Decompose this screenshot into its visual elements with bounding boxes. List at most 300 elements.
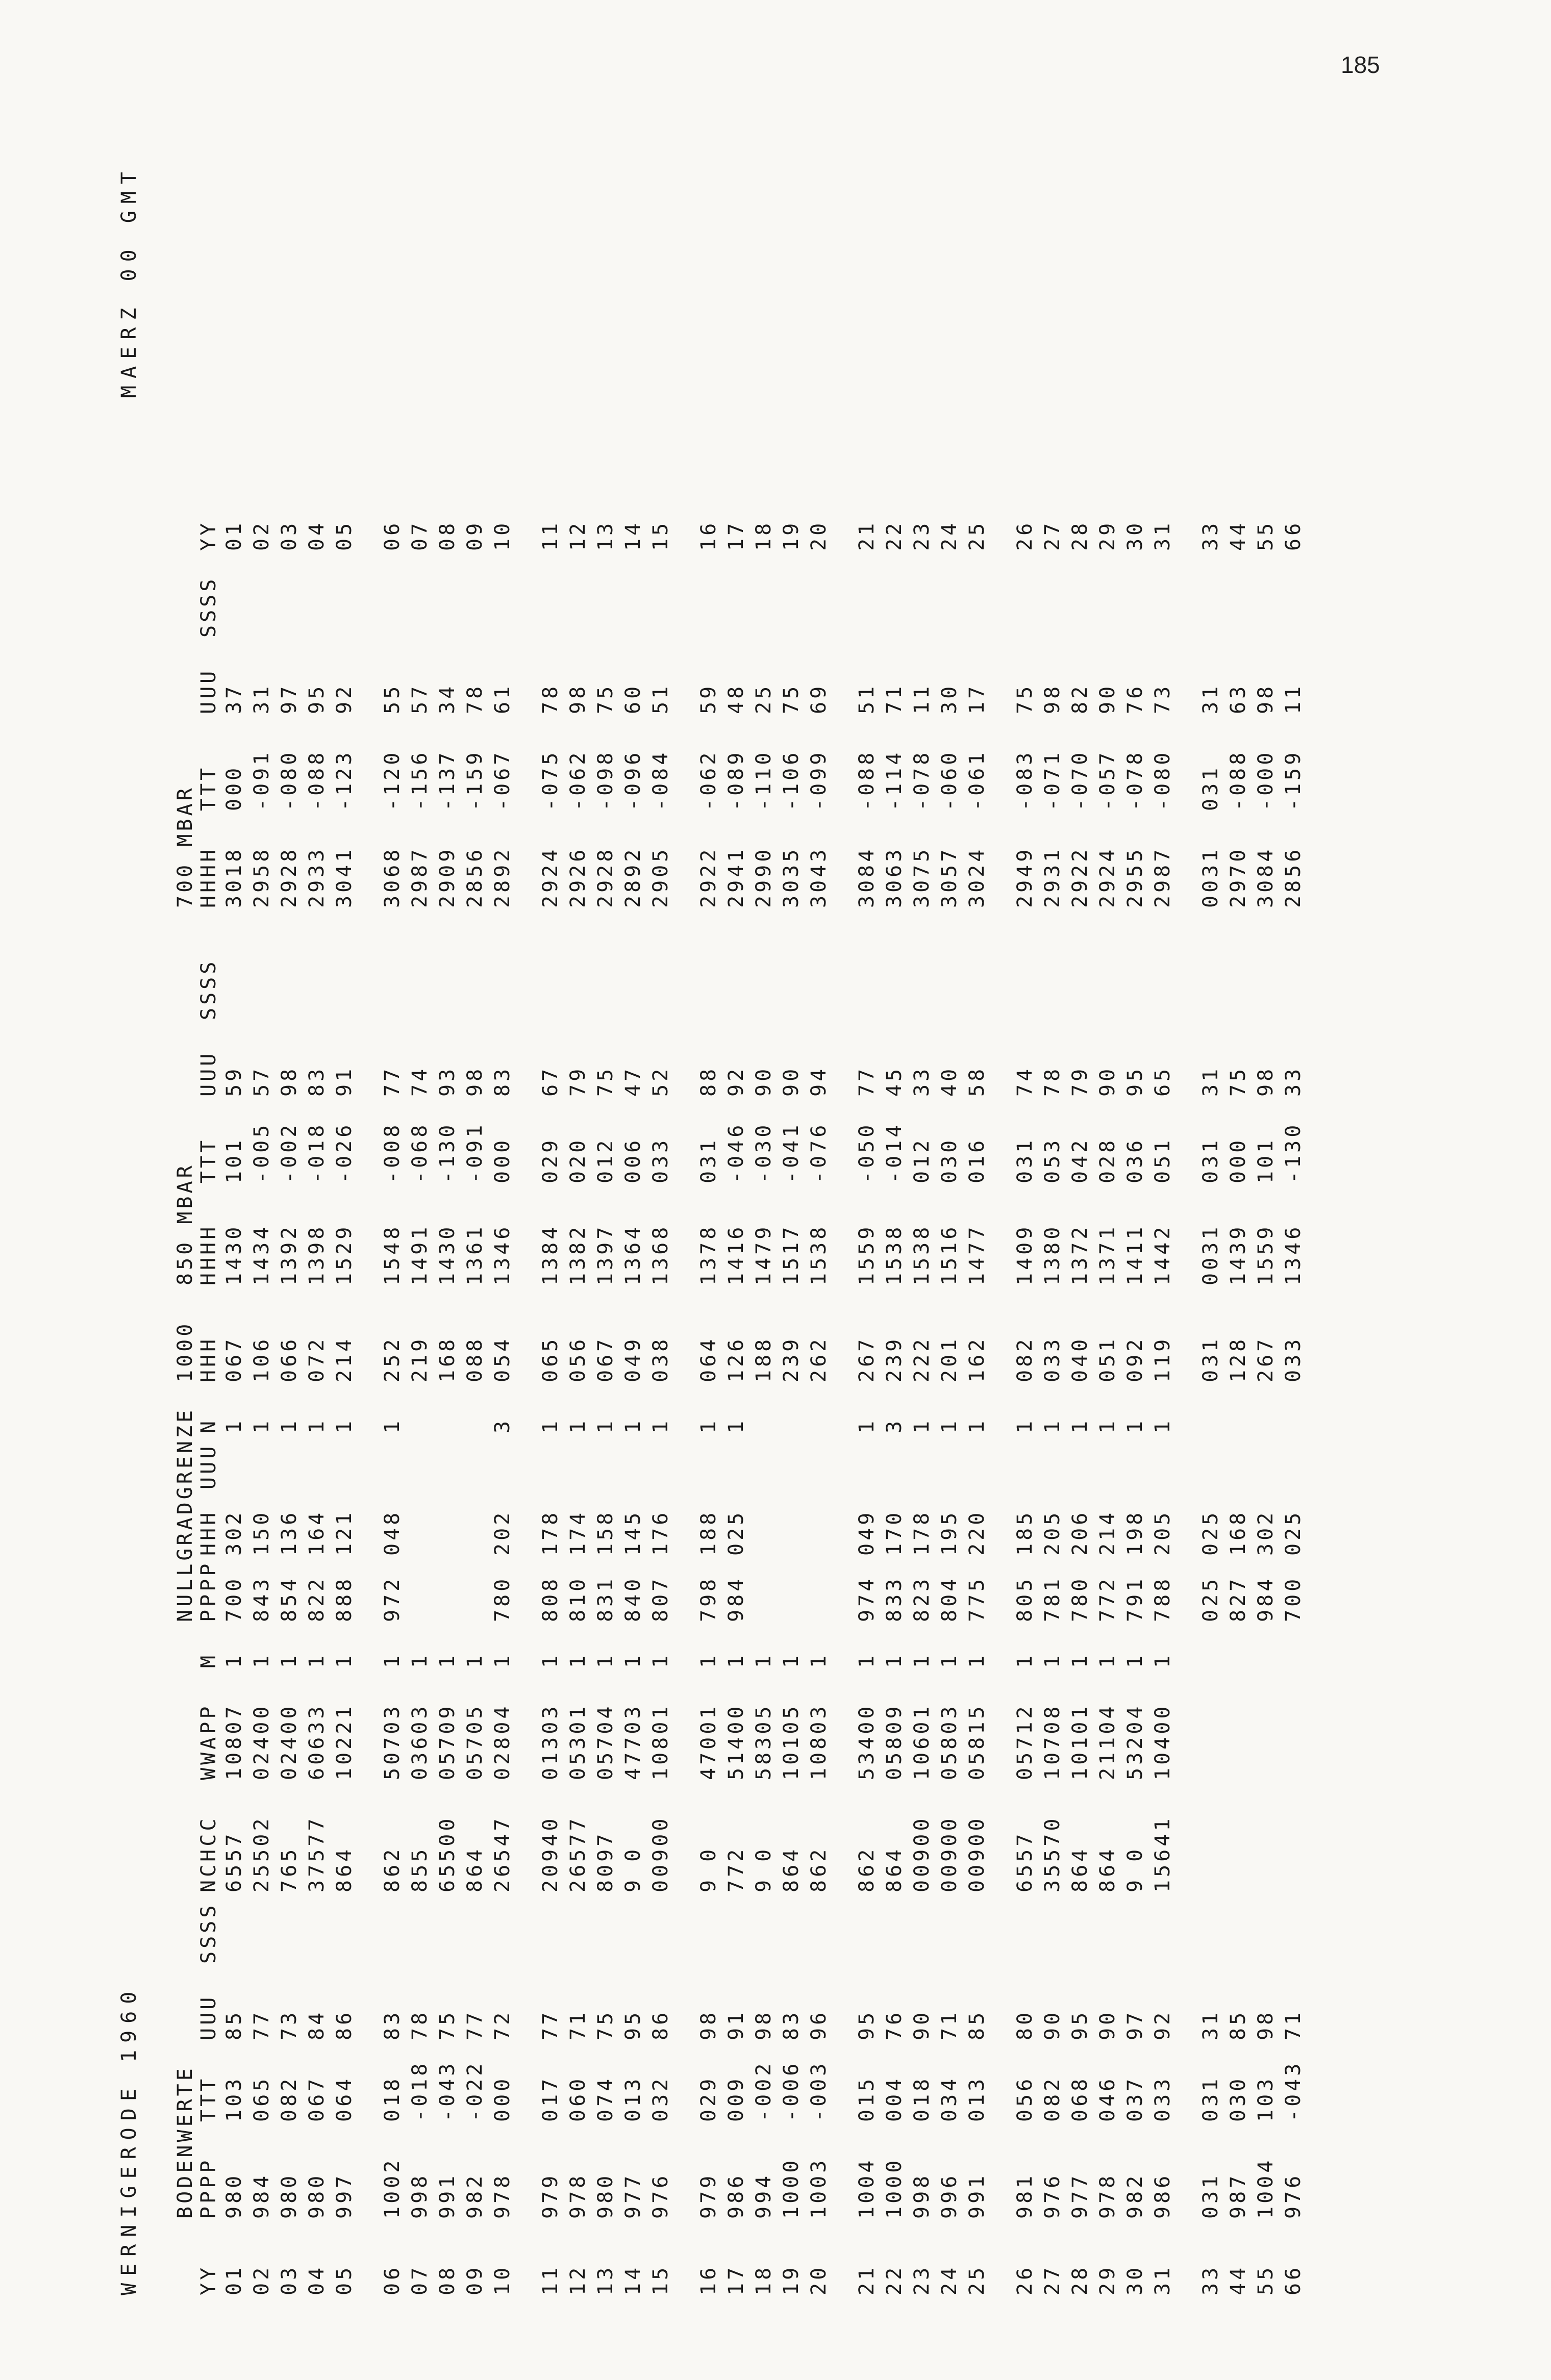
table-cell: 040: [1068, 1336, 1092, 1382]
table-cell: [695, 908, 722, 1020]
table-cell: 074: [594, 2075, 617, 2122]
table-cell: [750, 908, 778, 1020]
table-cell: [750, 1892, 778, 1964]
table-cell: 031: [1199, 2075, 1222, 2122]
table-cell: 47703: [621, 1703, 645, 1780]
table-cell: 810: [566, 1576, 590, 1622]
table-cell: 1479: [752, 1224, 776, 1285]
table-cell: 75: [436, 2009, 459, 2040]
table-cell: [276, 1892, 303, 1964]
table-cell: [1280, 1892, 1307, 1964]
table-cell: [1224, 1780, 1252, 1892]
table-cell: 162: [965, 1336, 989, 1382]
col-wwapp: WWAPP: [197, 1703, 220, 1780]
col-1000-hhh: HHH: [197, 1336, 220, 1382]
table-cell: 2987: [1151, 846, 1174, 908]
table-cell: 072: [305, 1336, 329, 1382]
table-cell: 1: [539, 1417, 562, 1433]
table-cell: 252: [381, 1336, 404, 1382]
table-cell: [1011, 1433, 1039, 1489]
table-cell: [406, 551, 434, 638]
table-cell: -156: [408, 749, 432, 811]
table-cell: 12: [566, 2264, 590, 2295]
table-cell: 90: [910, 2009, 934, 2040]
table-cell: 222: [910, 1336, 934, 1382]
table-cell: 74: [408, 1066, 432, 1097]
table-cell: 78: [539, 683, 562, 714]
table-cell: 1: [649, 1652, 672, 1668]
table-cell: 2924: [1096, 846, 1119, 908]
table-cell: 067: [305, 2075, 329, 2122]
table-cell: 1430: [222, 1224, 246, 1285]
table-cell: 30: [1123, 2264, 1147, 2295]
table-cell: -018: [305, 1122, 329, 1183]
table-cell: [564, 551, 592, 638]
table-cell: 11: [910, 683, 934, 714]
table-cell: [1121, 551, 1149, 638]
table-cell: 66: [1282, 2264, 1305, 2295]
table-cell: 21: [855, 520, 879, 551]
table-row: [406, 500, 434, 2295]
table-cell: 267: [1254, 1336, 1278, 1382]
table-cell: [592, 1892, 619, 1964]
table-row: [434, 500, 461, 2295]
table-cell: [1252, 551, 1280, 638]
table-cell: 1: [621, 1417, 645, 1433]
table-cell: 1: [697, 1417, 720, 1433]
table-cell: 3: [491, 1417, 514, 1433]
table-cell: 1392: [278, 1224, 301, 1285]
table-cell: 128: [1227, 1336, 1250, 1382]
table-cell: 864: [1096, 1846, 1119, 1892]
table-cell: 11: [1282, 683, 1305, 714]
table-cell: [619, 1433, 647, 1489]
table-cell: 3024: [965, 846, 989, 908]
table-cell: 96: [807, 2009, 831, 2040]
table-cell: 86: [333, 2009, 356, 2040]
table-cell: 31: [1151, 520, 1174, 551]
table-cell: 1: [724, 1417, 748, 1433]
table-cell: [379, 908, 406, 1020]
table-cell: 017: [539, 2075, 562, 2122]
table-cell: 049: [855, 1509, 879, 1556]
table-cell: 1: [855, 1417, 879, 1433]
table-cell: [1197, 1382, 1224, 1433]
table-cell: 03: [278, 520, 301, 551]
table-cell: 2990: [752, 846, 776, 908]
table-row: [331, 500, 358, 2295]
page-number: 185: [1341, 52, 1380, 78]
table-cell: [722, 1433, 750, 1489]
table-cell: 1: [539, 1652, 562, 1668]
table-cell: [881, 1892, 908, 1964]
table-cell: 205: [1041, 1509, 1064, 1556]
table-cell: [695, 1892, 722, 1964]
table-cell: [908, 908, 936, 1020]
table-cell: -043: [436, 2060, 459, 2122]
table-cell: 63: [1227, 683, 1250, 714]
table-cell: 1: [724, 1652, 748, 1668]
table-cell: 054: [491, 1336, 514, 1382]
table-cell: 980: [222, 2172, 246, 2219]
table-cell: [331, 1892, 358, 1964]
table-cell: 22: [883, 520, 906, 551]
table-cell: [722, 1892, 750, 1964]
table-cell: 1: [807, 1652, 831, 1668]
table-cell: -096: [621, 749, 645, 811]
table-cell: [881, 908, 908, 1020]
table-cell: 2926: [566, 846, 590, 908]
table-cell: 980: [305, 2172, 329, 2219]
table-cell: -046: [724, 1122, 748, 1183]
table-cell: 93: [436, 1066, 459, 1097]
table-cell: 214: [333, 1336, 356, 1382]
table-cell: [1224, 908, 1252, 1020]
table-cell: 056: [566, 1336, 590, 1382]
table-cell: [963, 1892, 991, 1964]
table-cell: 176: [649, 1509, 672, 1556]
table-cell: [853, 908, 881, 1020]
table-cell: 00900: [649, 1815, 672, 1892]
table-cell: 98: [752, 2009, 776, 2040]
table-cell: 101: [222, 1137, 246, 1183]
table-cell: [805, 1556, 833, 1622]
table-cell: 164: [305, 1509, 329, 1556]
table-cell: [908, 551, 936, 638]
table-cell: [778, 1556, 805, 1622]
table-cell: 77: [250, 2009, 273, 2040]
table-cell: 95: [1123, 1066, 1147, 1097]
col-yy: YY: [197, 2264, 220, 2295]
table-cell: -130: [436, 1122, 459, 1183]
table-cell: 45: [883, 1066, 906, 1097]
table-cell: 1439: [1227, 1224, 1250, 1285]
table-cell: [1039, 1892, 1066, 1964]
table-cell: 1: [1096, 1417, 1119, 1433]
table-cell: 33: [1282, 1066, 1305, 1097]
table-cell: 3063: [883, 846, 906, 908]
table-row: [1197, 500, 1224, 2295]
table-cell: 58305: [752, 1703, 776, 1780]
table-cell: 05803: [938, 1703, 961, 1780]
table-cell: 17: [724, 520, 748, 551]
table-cell: 00900: [938, 1815, 961, 1892]
table-cell: -006: [780, 2060, 803, 2122]
table-cell: 1: [1041, 1417, 1064, 1433]
table-cell: 1: [938, 1417, 961, 1433]
table-cell: 05705: [463, 1703, 487, 1780]
table-cell: 888: [333, 1576, 356, 1622]
table-cell: 1398: [305, 1224, 329, 1285]
table-cell: 1: [222, 1417, 246, 1433]
table-row: [1149, 500, 1177, 2295]
table-cell: [647, 551, 674, 638]
table-cell: [1224, 1622, 1252, 1668]
table-cell: [963, 908, 991, 1020]
table-cell: 08: [436, 520, 459, 551]
observation-table: [173, 500, 1307, 2295]
block-spacer: [991, 500, 1011, 2295]
table-row: [489, 500, 516, 2295]
table-cell: [592, 908, 619, 1020]
table-cell: 78: [463, 683, 487, 714]
table-cell: [1197, 1668, 1224, 1780]
table-cell: [1149, 1433, 1177, 1489]
table-cell: 2933: [305, 846, 329, 908]
table-cell: 15: [649, 2264, 672, 2295]
month-title: MAERZ 00 GMT: [117, 165, 141, 398]
table-cell: 791: [1123, 1576, 1147, 1622]
table-cell: 73: [278, 2009, 301, 2040]
table-cell: 082: [1013, 1336, 1037, 1382]
table-cell: 76: [883, 2009, 906, 2040]
table-cell: 103: [222, 2075, 246, 2122]
col-700-uuu: UUU: [197, 668, 220, 714]
table-cell: [489, 1892, 516, 1964]
table-cell: [963, 1433, 991, 1489]
table-row: [303, 500, 331, 2295]
table-cell: 979: [539, 2172, 562, 2219]
table-cell: 3068: [381, 846, 404, 908]
table-cell: 66: [1282, 520, 1305, 551]
table-cell: 015: [855, 2075, 879, 2122]
table-cell: [220, 551, 248, 638]
table-cell: 28: [1068, 520, 1092, 551]
table-cell: 16: [697, 520, 720, 551]
table-cell: 1: [594, 1652, 617, 1668]
block-spacer: [516, 500, 537, 2295]
table-cell: 07: [408, 520, 432, 551]
table-cell: -022: [463, 2060, 487, 2122]
table-cell: 013: [965, 2075, 989, 2122]
table-row: [695, 500, 722, 2295]
table-cell: [963, 551, 991, 638]
table-cell: [592, 1433, 619, 1489]
block-spacer: [674, 500, 695, 2295]
table-cell: 25502: [250, 1815, 273, 1892]
table-cell: 980: [594, 2172, 617, 2219]
table-cell: [276, 1433, 303, 1489]
table-cell: 9 0: [621, 1846, 645, 1892]
table-cell: 71: [566, 2009, 590, 2040]
table-cell: [564, 1433, 592, 1489]
table-cell: 2941: [724, 846, 748, 908]
table-cell: 10803: [807, 1703, 831, 1780]
table-cell: [805, 1433, 833, 1489]
table-cell: 91: [333, 1066, 356, 1097]
table-cell: 2958: [250, 846, 273, 908]
col-700-ssss: SSSS: [197, 576, 220, 638]
table-cell: 2856: [463, 846, 487, 908]
table-cell: 036: [1123, 1137, 1147, 1183]
table-cell: 996: [938, 2172, 961, 2219]
table-cell: 75: [594, 1066, 617, 1097]
table-cell: -130: [1282, 1122, 1305, 1183]
table-cell: 1538: [910, 1224, 934, 1285]
table-cell: 1: [222, 1652, 246, 1668]
table-cell: 05709: [436, 1703, 459, 1780]
table-cell: [489, 908, 516, 1020]
table-cell: 1: [1068, 1417, 1092, 1433]
table-cell: 1371: [1096, 1224, 1119, 1285]
table-cell: 101: [1254, 1137, 1278, 1183]
table-cell: 067: [222, 1336, 246, 1382]
table-cell: 79: [1068, 1066, 1092, 1097]
table-cell: 974: [855, 1576, 879, 1622]
table-cell: [805, 1489, 833, 1556]
table-cell: 1380: [1041, 1224, 1064, 1285]
table-cell: [750, 551, 778, 638]
table-cell: [461, 1892, 489, 1964]
table-cell: [1252, 1382, 1280, 1433]
table-cell: -062: [697, 749, 720, 811]
table-cell: [1224, 1382, 1252, 1433]
table-cell: 75: [780, 683, 803, 714]
table-row: [1224, 500, 1252, 2295]
table-cell: 1: [1123, 1417, 1147, 1433]
table-row: [276, 500, 303, 2295]
table-cell: 1: [1151, 1652, 1174, 1668]
table-cell: 028: [1096, 1137, 1119, 1183]
table-cell: 75: [594, 2009, 617, 2040]
table-cell: 031: [1199, 1137, 1222, 1183]
table-cell: 066: [278, 1336, 301, 1382]
table-cell: 1: [1068, 1652, 1092, 1668]
col-null-uuu: UUU: [197, 1443, 220, 1489]
table-cell: 168: [436, 1336, 459, 1382]
table-cell: 26577: [566, 1815, 590, 1892]
table-cell: 1: [649, 1417, 672, 1433]
table-cell: 97: [1123, 2009, 1147, 2040]
table-cell: [853, 551, 881, 638]
table-cell: 1: [1041, 1652, 1064, 1668]
table-cell: 85: [1227, 2009, 1250, 2040]
table-cell: 1: [965, 1652, 989, 1668]
table-cell: 90: [1041, 2009, 1064, 2040]
table-cell: 178: [539, 1509, 562, 1556]
table-cell: [276, 551, 303, 638]
table-cell: -084: [649, 749, 672, 811]
table-cell: 049: [621, 1336, 645, 1382]
table-cell: [331, 1433, 358, 1489]
table-cell: [936, 551, 963, 638]
table-cell: 030: [938, 1137, 961, 1183]
table-cell: [936, 1892, 963, 1964]
table-cell: 1: [305, 1417, 329, 1433]
col-null-n: N: [197, 1417, 220, 1433]
table-cell: 55: [1254, 520, 1278, 551]
table-cell: 01: [222, 2264, 246, 2295]
table-cell: 02804: [491, 1703, 514, 1780]
table-cell: 02: [250, 520, 273, 551]
table-cell: 000: [491, 2075, 514, 2122]
table-cell: 10221: [333, 1703, 356, 1780]
table-cell: 02: [250, 2264, 273, 2295]
table-cell: 178: [910, 1509, 934, 1556]
table-row: [592, 500, 619, 2295]
table-cell: [750, 1382, 778, 1433]
table-cell: 831: [594, 1576, 617, 1622]
table-cell: 158: [594, 1509, 617, 1556]
table-cell: 84: [305, 2009, 329, 2040]
table-cell: 1538: [883, 1224, 906, 1285]
table-cell: 76: [1123, 683, 1147, 714]
table-cell: 65: [1151, 1066, 1174, 1097]
table-cell: 05712: [1013, 1703, 1037, 1780]
table-cell: 864: [780, 1846, 803, 1892]
table-cell: 060: [566, 2075, 590, 2122]
table-cell: 29: [1096, 520, 1119, 551]
table-cell: 72: [491, 2009, 514, 2040]
table-cell: 51400: [724, 1703, 748, 1780]
table-cell: 1529: [333, 1224, 356, 1285]
col-m: M: [197, 1652, 220, 1668]
table-cell: 998: [910, 2172, 934, 2219]
table-cell: 12: [566, 520, 590, 551]
table-cell: 01303: [539, 1703, 562, 1780]
table-cell: 24: [938, 2264, 961, 2295]
table-cell: 2928: [594, 846, 617, 908]
table-cell: 3057: [938, 846, 961, 908]
col-pppp: PPPP: [197, 2157, 220, 2219]
table-cell: 220: [965, 1509, 989, 1556]
table-cell: 33: [910, 1066, 934, 1097]
table-cell: 1384: [539, 1224, 562, 1285]
table-cell: 1346: [491, 1224, 514, 1285]
table-cell: 29: [1096, 2264, 1119, 2295]
table-row: [963, 500, 991, 2295]
table-cell: 065: [250, 2075, 273, 2122]
table-cell: [1197, 551, 1224, 638]
table-cell: 2922: [1068, 846, 1092, 908]
table-cell: [461, 1556, 489, 1622]
table-cell: 71: [938, 2009, 961, 2040]
table-cell: 033: [1151, 2075, 1174, 2122]
table-cell: [619, 908, 647, 1020]
table-cell: 009: [724, 2075, 748, 2122]
table-cell: 033: [649, 1137, 672, 1183]
table-cell: 83: [305, 1066, 329, 1097]
table-cell: -114: [883, 749, 906, 811]
table-cell: 04: [305, 520, 329, 551]
table-cell: [331, 551, 358, 638]
group-850: 850 MBAR: [173, 1162, 197, 1285]
col-ttt: TTT: [197, 2075, 220, 2122]
table-cell: 978: [491, 2172, 514, 2219]
table-cell: 033: [1282, 1336, 1305, 1382]
table-cell: 986: [1151, 2172, 1174, 2219]
table-cell: 1: [463, 1652, 487, 1668]
table-cell: 47: [621, 1066, 645, 1097]
table-cell: 16: [697, 2264, 720, 2295]
table-cell: 05815: [965, 1703, 989, 1780]
table-cell: [1280, 1668, 1307, 1780]
table-cell: 1: [594, 1417, 617, 1433]
table-cell: 031: [1199, 1336, 1222, 1382]
table-cell: -067: [491, 749, 514, 811]
table-cell: 000: [491, 1137, 514, 1183]
table-cell: 67: [539, 1066, 562, 1097]
table-cell: 37577: [305, 1815, 329, 1892]
table-cell: [406, 1556, 434, 1622]
table-cell: [1121, 1433, 1149, 1489]
table-cell: 029: [697, 2075, 720, 2122]
table-cell: [778, 1382, 805, 1433]
table-cell: [1224, 1892, 1252, 1964]
table-cell: 05: [333, 520, 356, 551]
table-cell: 700: [222, 1576, 246, 1622]
table-cell: 73: [1151, 683, 1174, 714]
